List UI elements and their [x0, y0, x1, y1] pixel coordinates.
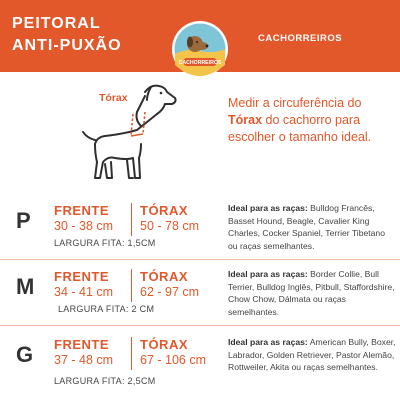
row-divider: [0, 259, 400, 260]
product-title-line2: ANTI-PUXÃO: [12, 37, 122, 54]
strap-width: LARGURA FITA: 2,5CM: [54, 376, 156, 386]
column-divider: [131, 337, 132, 370]
breeds-list: Border Collie, Bull Terrier, Bulldog Inglês, Pitbull, Staffordshire, Chow Chow, Dálmata ou raças semelhantes.: [228, 269, 395, 317]
torax-header: TÓRAX: [140, 269, 188, 284]
torax-header: TÓRAX: [140, 203, 188, 218]
brand-name: CACHORREIROS: [258, 33, 343, 44]
torax-label: Tórax: [99, 92, 128, 104]
breeds-text: [228, 202, 396, 252]
breeds-label: Ideal para as raças:: [228, 203, 308, 213]
frente-label: FRENTE: [54, 269, 109, 284]
strap-width: LARGURA FITA: 2 CM: [58, 304, 155, 314]
torax-header: TÓRAX: [140, 337, 188, 352]
torax-value: 62 - 97 cm: [140, 285, 200, 299]
breeds-list: Bulldog Francês, Basset Hound, Beagle, Cavalier King Charles, Cocker Spaniel, Terrier Tibetano ou raças semelhantes.: [228, 203, 385, 251]
torax-value: 67 - 106 cm: [140, 353, 207, 367]
breeds-label: Ideal para as raças:: [228, 337, 308, 347]
product-title-line1: PEITORAL: [12, 15, 101, 32]
frente-value: 34 - 41 cm: [54, 285, 114, 299]
column-divider: [131, 203, 132, 236]
torax-value: 50 - 78 cm: [140, 219, 200, 233]
product-title: [12, 13, 122, 57]
breeds-label: Ideal para as raças:: [228, 269, 308, 279]
dog-illustration: [75, 74, 185, 194]
size-row-p: [0, 198, 400, 264]
frente-value: 30 - 38 cm: [54, 219, 114, 233]
frente-value: 37 - 48 cm: [54, 353, 114, 367]
strap-width: LARGURA FITA: 1,5CM: [54, 238, 156, 248]
measure-text-part2: do cachorro para escolher o tamanho ideal.: [228, 113, 372, 144]
size-letter: G: [16, 342, 34, 367]
measure-instructions: [228, 95, 393, 146]
logo-text: CACHORREIROS: [178, 60, 222, 66]
measure-text-bold: Tórax: [228, 113, 263, 127]
breeds-list: American Bully, Boxer, Labrador, Golden Retriever, Pastor Alemão, Rottweiler, Akita ou raças semelhantes.: [228, 337, 396, 372]
row-divider: [0, 325, 400, 326]
size-letter: P: [16, 208, 31, 233]
measure-text-part1: Medir a circuferência do: [228, 96, 362, 110]
size-letter: M: [16, 274, 35, 299]
size-row-g: [0, 332, 400, 398]
column-divider: [131, 269, 132, 302]
breeds-text: [228, 336, 396, 374]
frente-label: FRENTE: [54, 337, 109, 352]
brand-logo: [171, 20, 229, 78]
size-row-m: [0, 264, 400, 330]
frente-label: FRENTE: [54, 203, 109, 218]
breeds-text: [228, 268, 396, 318]
